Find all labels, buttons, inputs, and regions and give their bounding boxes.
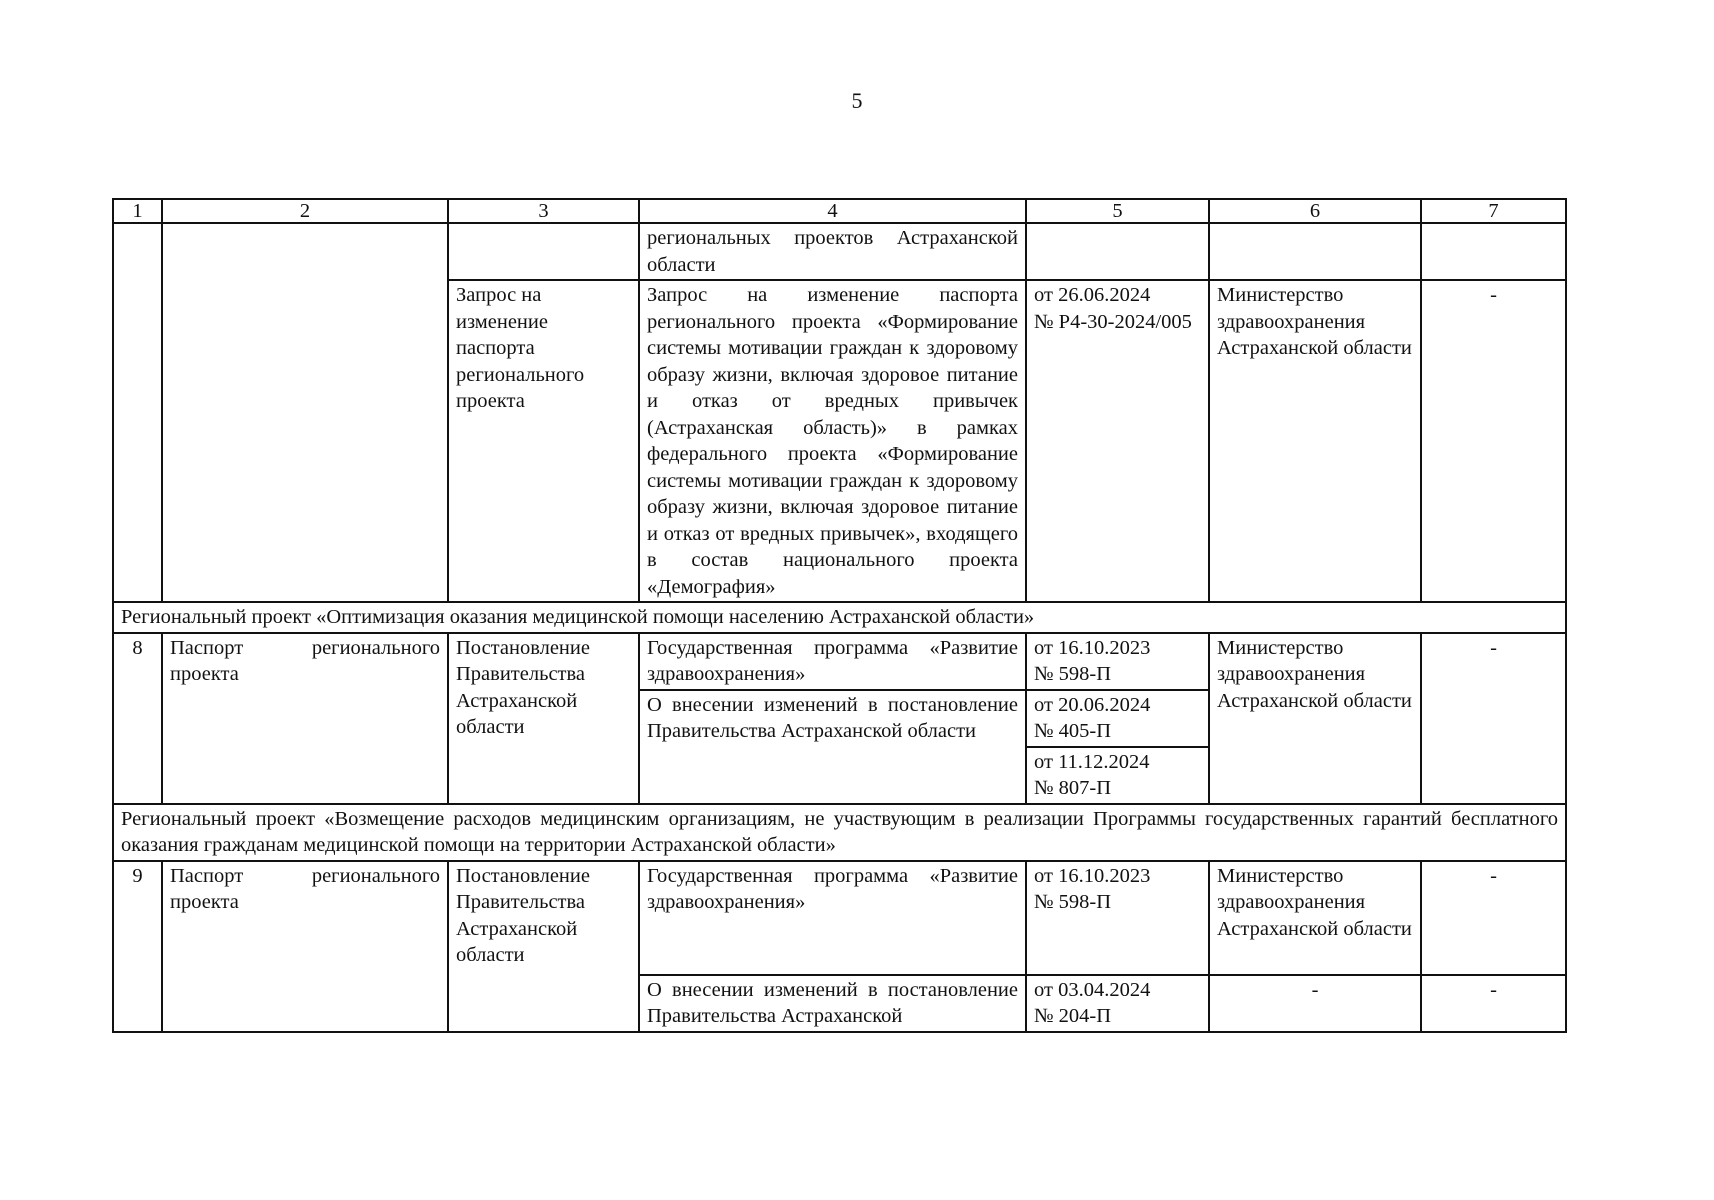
document-details [1026,280,1209,602]
document-type: Постановление Правительства Астраханской области [448,633,639,804]
document-details [1026,690,1209,747]
table-row [113,861,1566,975]
document-title: Запрос на изменение паспорта регионального проекта «Формирование системы мотивации граждан к здоровому образу жизни, включая здоровое питание и отказ от вредных привычек (Астраханская область)» в рамках федерального проекта «Формирование системы мотивации граждан к здоровому образу жизни, включая здоровое питание и отказ от вредных привычек», входящего в состав национального проекта «Демография» [639,280,1026,602]
document-date: от 26.06.2024 [1034,284,1151,306]
document-type: Запрос на изменение паспорта регионального проекта [448,280,639,602]
section-title: Региональный проект «Оптимизация оказания медицинской помощи населению Астраханской области» [113,602,1566,633]
section-row [113,804,1566,861]
responsible-body: Министерство здравоохранения Астраханской области [1209,861,1421,975]
note-cell: - [1421,861,1566,975]
row-number: 9 [113,861,162,1032]
document-number: № 598-П [1034,891,1112,913]
document-title: О внесении изменений в постановление Правительства Астраханской области [639,690,1026,804]
column-header: 4 [639,199,1026,223]
column-header: 1 [113,199,162,223]
responsible-body: - [1209,975,1421,1032]
document-number: № 405-П [1034,720,1112,742]
document-details [1026,747,1209,804]
document-details [1026,861,1209,975]
continuation-text: региональных проектов Астраханской области [639,223,1026,280]
section-row [113,602,1566,633]
cell-empty [162,223,448,602]
cell-empty [448,223,639,280]
note-cell: - [1421,280,1566,602]
responsible-body: Министерство здравоохранения Астраханской области [1209,280,1421,602]
document-number: № 598-П [1034,663,1112,685]
document-kind: Паспорт регионального проекта [162,633,448,804]
note-cell: - [1421,975,1566,1032]
document-title: О внесении изменений в постановление Правительства Астраханской [639,975,1026,1032]
cell-empty [1026,223,1209,280]
document-date: от 16.10.2023 [1034,636,1151,659]
document-kind: Паспорт регионального проекта [162,861,448,1032]
column-header: 5 [1026,199,1209,223]
column-header: 2 [162,199,448,223]
page-number: 5 [851,88,863,113]
document-table [112,198,1567,1033]
section-title: Региональный проект «Возмещение расходов медицинским организациям, не участвующим в реализации Программы государственных гарантий бесплатного оказания гражданам медицинской помощи на территории Астраханской области» [113,804,1566,861]
table-header-row [113,199,1566,223]
document-date: от 03.04.2024 [1034,978,1151,1001]
column-header: 6 [1209,199,1421,223]
row-number: 8 [113,633,162,804]
document-type: Постановление Правительства Астраханской области [448,861,639,1032]
table-row [113,633,1566,690]
column-header: 7 [1421,199,1566,223]
document-date: от 20.06.2024 [1034,693,1151,716]
document-title: Государственная программа «Развитие здравоохранения» [639,633,1026,690]
column-header: 3 [448,199,639,223]
document-number: № 204-П [1034,1005,1112,1027]
document-title: Государственная программа «Развитие здравоохранения» [639,861,1026,975]
cell-empty [1421,223,1566,280]
document-date: от 11.12.2024 [1034,750,1150,773]
note-cell: - [1421,633,1566,804]
document-details [1026,633,1209,690]
cell-empty [113,223,162,602]
document-number: № 807-П [1034,777,1112,799]
cell-empty [1209,223,1421,280]
table-row [113,223,1566,280]
document-number: № Р4-30-2024/005 [1034,310,1192,333]
responsible-body: Министерство здравоохранения Астраханской области [1209,633,1421,804]
document-details [1026,975,1209,1032]
document-date: от 16.10.2023 [1034,864,1151,887]
